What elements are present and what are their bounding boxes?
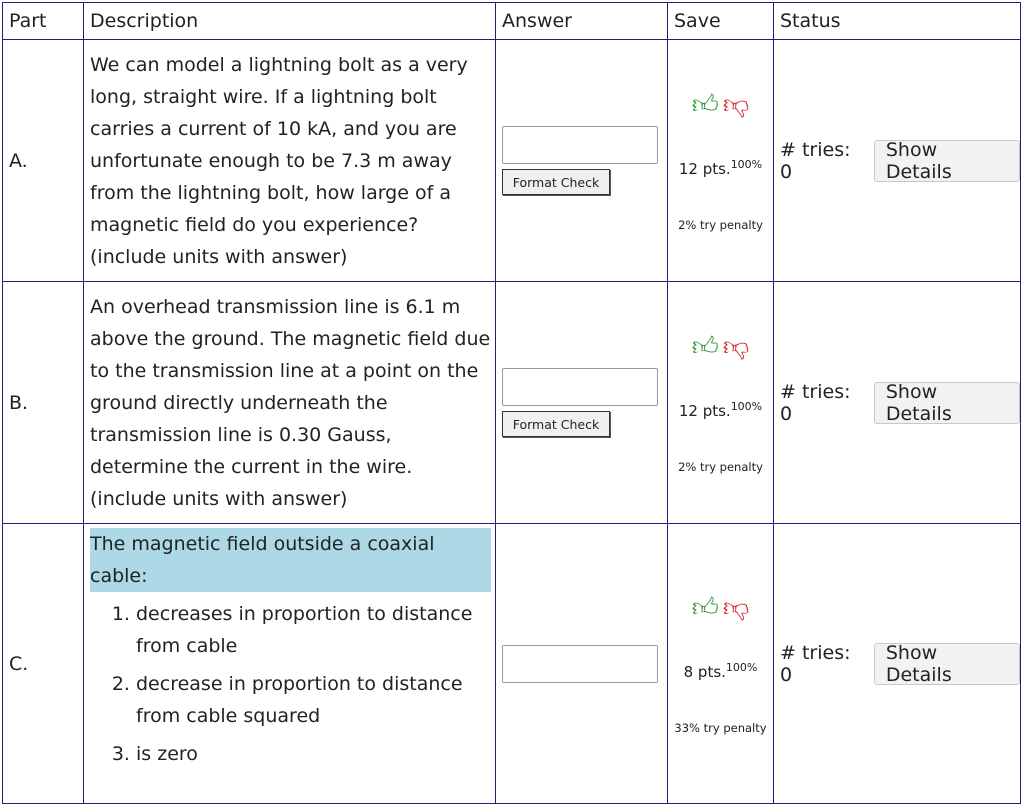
answer-input[interactable] bbox=[502, 645, 658, 683]
rating-icons bbox=[668, 332, 773, 362]
option-list bbox=[90, 598, 491, 770]
thumbs-up-icon[interactable]: 👍︎ bbox=[691, 592, 719, 623]
list-item: 1. decreases in proportion to distance from cable bbox=[136, 598, 491, 662]
format-check-button[interactable]: Format Check bbox=[502, 169, 610, 195]
show-details-button[interactable]: Show Details bbox=[874, 643, 1020, 685]
answer-cell bbox=[496, 40, 668, 282]
answer-cell bbox=[496, 524, 668, 804]
status-cell bbox=[774, 40, 1021, 282]
header-row bbox=[3, 3, 1021, 40]
answer-input[interactable] bbox=[502, 368, 658, 406]
question-description: An overhead transmission line is 6.1 m above the ground. The magnetic field due to the transmission line at a point on the ground directly underneath the transmission line is 0.30 Gauss, determine the current in the wire. (include units with answer) bbox=[84, 282, 496, 524]
thumbs-down-icon[interactable]: 👎︎ bbox=[722, 89, 750, 120]
show-details-button[interactable]: Show Details bbox=[874, 140, 1020, 182]
thumbs-up-icon[interactable]: 👍︎ bbox=[691, 331, 719, 362]
status-cell bbox=[774, 524, 1021, 804]
rating-icons bbox=[668, 593, 773, 623]
points-value: 8 pts.$^{100\%}$ bbox=[683, 660, 758, 681]
part-label: A. bbox=[3, 40, 84, 282]
points-value: 12 pts.$^{100\%}$ bbox=[678, 157, 763, 178]
question-prompt: The magnetic field outside a coaxial cable: bbox=[90, 528, 491, 592]
part-label: C. bbox=[3, 524, 84, 804]
question-description: We can model a lightning bolt as a very long, straight wire. If a lightning bolt carries a current of 10 kA, and you are unfortunate enough to be 7.3 m away from the lightning bolt, how large of a magnetic field do you experience? (include units with answer) bbox=[84, 40, 496, 282]
header-description: Description bbox=[84, 3, 496, 40]
percent-value: 100% bbox=[730, 399, 763, 413]
percent-value: 100% bbox=[725, 660, 758, 674]
part-label: B. bbox=[3, 282, 84, 524]
table-row bbox=[3, 40, 1021, 282]
format-check-button[interactable]: Format Check bbox=[502, 411, 610, 437]
try-penalty: 2% try penalty bbox=[678, 217, 763, 232]
tries-count: # tries: 0 bbox=[780, 641, 851, 686]
header-answer: Answer bbox=[496, 3, 668, 40]
answer-input[interactable] bbox=[502, 126, 658, 164]
list-item: 2. decrease in proportion to distance from cable squared bbox=[136, 668, 491, 732]
status-cell bbox=[774, 282, 1021, 524]
try-penalty: 2% try penalty bbox=[678, 459, 763, 474]
show-details-button[interactable]: Show Details bbox=[874, 382, 1020, 424]
points-value: 12 pts.$^{100\%}$ bbox=[678, 399, 763, 420]
thumbs-up-icon[interactable]: 👍︎ bbox=[691, 89, 719, 120]
list-item: 3. is zero bbox=[136, 738, 491, 770]
header-status: Status bbox=[774, 3, 1021, 40]
tries-count: # tries: 0 bbox=[780, 138, 851, 183]
save-cell bbox=[668, 524, 774, 804]
thumbs-down-icon[interactable]: 👎︎ bbox=[722, 331, 750, 362]
save-cell bbox=[668, 40, 774, 282]
try-penalty: 33% try penalty bbox=[674, 720, 767, 735]
questions-table bbox=[2, 2, 1021, 804]
table-row bbox=[3, 524, 1021, 804]
thumbs-down-icon[interactable]: 👎︎ bbox=[722, 592, 750, 623]
header-part: Part bbox=[3, 3, 84, 40]
header-save: Save bbox=[668, 3, 774, 40]
table-row bbox=[3, 282, 1021, 524]
save-cell bbox=[668, 282, 774, 524]
percent-value: 100% bbox=[730, 157, 763, 171]
tries-count: # tries: 0 bbox=[780, 380, 851, 425]
rating-icons bbox=[668, 90, 773, 120]
answer-cell bbox=[496, 282, 668, 524]
question-description bbox=[84, 524, 496, 804]
